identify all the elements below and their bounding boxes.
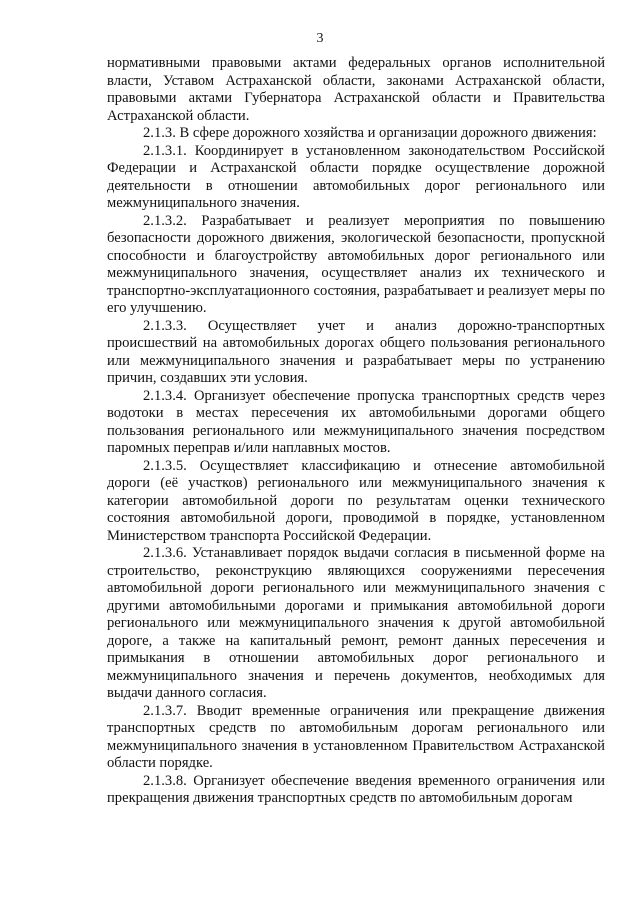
document-body xyxy=(107,55,605,808)
paragraph-2-1-3-8: 2.1.3.8. Организует обеспечение введения временного ограничения или прекращения движения транспортных средств по автомобильным дорогам xyxy=(107,772,605,806)
paragraph-2-1-3-6: 2.1.3.6. Устанавливает порядок выдачи согласия в письменной форме на строительство, реконструкцию являющихся сооружениями пересечения автомобильной дороги регионального или межмуниципального значения с другими автомобильными дорогами и примыкания автомобильной дороги регионального или межмуниципального значения к другой автомобильной дороге, а также на капитальный ремонт, ремонт данных пересечения и примыкания в отношении автомобильных дорог регионального и межмуниципального значения и перечень документов, необходимых для выдачи данного согласия. xyxy=(107,545,605,701)
paragraph-2-1-3-4: 2.1.3.4. Организует обеспечение пропуска транспортных средств через водотоки в местах пересечения их автомобильными дорогами общего пользования регионального или межмуниципального значения посредством паромных переправ и/или наплавных мостов. xyxy=(107,387,605,456)
paragraph-2-1-3-5: 2.1.3.5. Осуществляет классификацию и отнесение автомобильной дороги (её участков) регионального или межмуниципального значения к категории автомобильной дороги по результатам оценки технического состояния автомобильной дороги, проводимой в порядке, установленном Министерством транспорта Российской Федерации. xyxy=(107,457,605,544)
paragraph-2-1-3-7: 2.1.3.7. Вводит временные ограничения или прекращение движения транспортных средств по автомобильным дорогам регионального или межмуниципального значения в установленном Правительством Астраханской области порядке. xyxy=(107,702,605,771)
paragraph-2-1-3-1: 2.1.3.1. Координирует в установленном законодательством Российской Федерации и Астраханской области порядке осуществление дорожной деятельности в отношении автомобильных дорог регионального или межмуниципального значения. xyxy=(107,142,605,211)
paragraph-2-1-3: 2.1.3. В сфере дорожного хозяйства и организации дорожного движения: xyxy=(143,125,597,141)
paragraph-continuation: нормативными правовыми актами федеральных органов исполнительной власти, Уставом Астраханской области, законами Астраханской области, правовыми актами Губернатора Астраханской области и Правительства Астраханской области. xyxy=(107,55,605,124)
page-number: 3 xyxy=(316,31,324,46)
paragraph-2-1-3-2: 2.1.3.2. Разрабатывает и реализует мероприятия по повышению безопасности дорожного движения, экологической безопасности, пропускной способности и благоустройству автомобильных дорог регионального или межмуниципального значения, осуществляет анализ их технического и транспортно-эксплуатационного состояния, разрабатывает и реализует меры по его улучшению. xyxy=(107,212,605,316)
paragraph-2-1-3-3: 2.1.3.3. Осуществляет учет и анализ дорожно-транспортных происшествий на автомобильных дорогах общего пользования регионального или межмуниципального значения и разрабатывает меры по устранению причин, создавших эти условия. xyxy=(107,317,605,386)
